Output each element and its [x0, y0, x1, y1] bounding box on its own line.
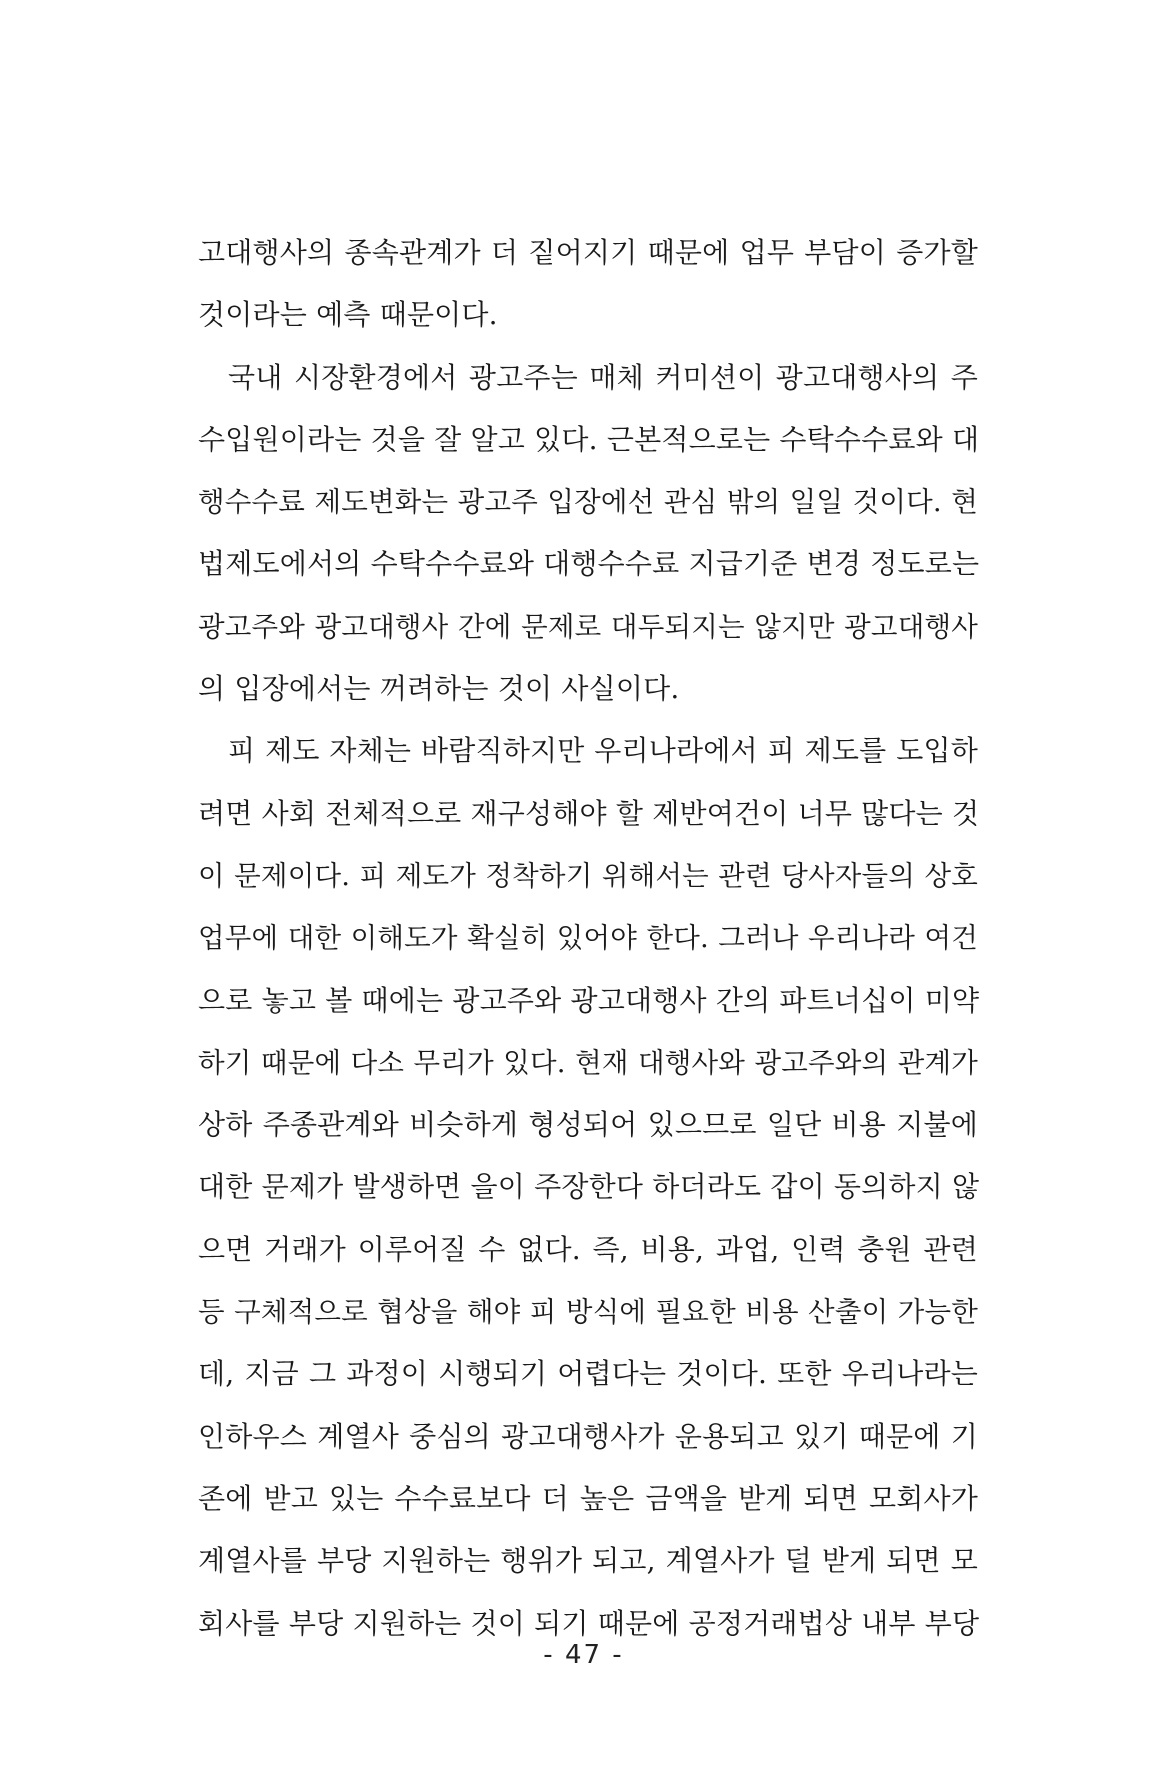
page-number: - 47 - — [543, 1640, 624, 1670]
text-line: 의 입장에서는 꺼려하는 것이 사실이다. — [198, 672, 680, 706]
text-line: 데, 지금 그 과정이 시행되기 어렵다는 것이다. 또한 우리나라는 — [198, 1357, 978, 1391]
text-line: 인하우스 계열사 중심의 광고대행사가 운용되고 있기 때문에 기 — [198, 1419, 978, 1453]
text-line: 광고주와 광고대행사 간에 문제로 대두되지는 않지만 광고대행사 — [198, 610, 978, 643]
text-line: 법제도에서의 수탁수수료와 대행수수료 지급기준 변경 정도로는 — [198, 547, 980, 581]
text-line: 이 문제이다. 피 제도가 정착하기 위해서는 관련 당사자들의 상호 — [198, 859, 978, 892]
text-line: 계열사를 부당 지원하는 행위가 되고, 계열사가 덜 받게 되면 모 — [198, 1544, 978, 1578]
text-line: 하기 때문에 다소 무리가 있다. 현재 대행사와 광고주와의 관계가 — [198, 1046, 978, 1079]
text-line: 상하 주종관계와 비슷하게 형성되어 있으므로 일단 비용 지불에 — [198, 1108, 978, 1142]
body-text — [198, 222, 978, 1655]
text-line: 고대행사의 종속관계가 더 짙어지기 때문에 업무 부담이 증가할 — [198, 236, 978, 269]
text-line: 행수수료 제도변화는 광고주 입장에선 관심 밖의 일일 것이다. 현 — [198, 486, 978, 519]
text-line: 업무에 대한 이해도가 확실히 있어야 한다. 그러나 우리나라 여건 — [198, 922, 978, 955]
text-line: 존에 받고 있는 수수료보다 더 높은 금액을 받게 되면 모회사가 — [198, 1481, 978, 1515]
text-line: 등 구체적으로 협상을 해야 피 방식에 필요한 비용 산출이 가능한 — [198, 1296, 978, 1329]
text-line: 대한 문제가 발생하면 을이 주장한다 하더라도 갑이 동의하지 않 — [198, 1170, 980, 1204]
text-line: 으면 거래가 이루어질 수 없다. 즉, 비용, 과업, 인력 충원 관련 — [198, 1232, 978, 1266]
text-line: 수입원이라는 것을 잘 알고 있다. 근본적으로는 수탁수수료와 대 — [198, 422, 980, 456]
text-line: 국내 시장환경에서 광고주는 매체 커미션이 광고대행사의 주 — [228, 360, 978, 394]
text-line: 것이라는 예측 때문이다. — [198, 298, 498, 332]
text-line: 으로 놓고 볼 때에는 광고주와 광고대행사 간의 파트너십이 미약 — [198, 983, 980, 1017]
text-line: 회사를 부당 지원하는 것이 되기 때문에 공정거래법상 내부 부당 — [198, 1606, 980, 1640]
text-line: 려면 사회 전체적으로 재구성해야 할 제반여건이 너무 많다는 것 — [198, 796, 980, 830]
text-line: 피 제도 자체는 바람직하지만 우리나라에서 피 제도를 도입하 — [228, 734, 978, 768]
